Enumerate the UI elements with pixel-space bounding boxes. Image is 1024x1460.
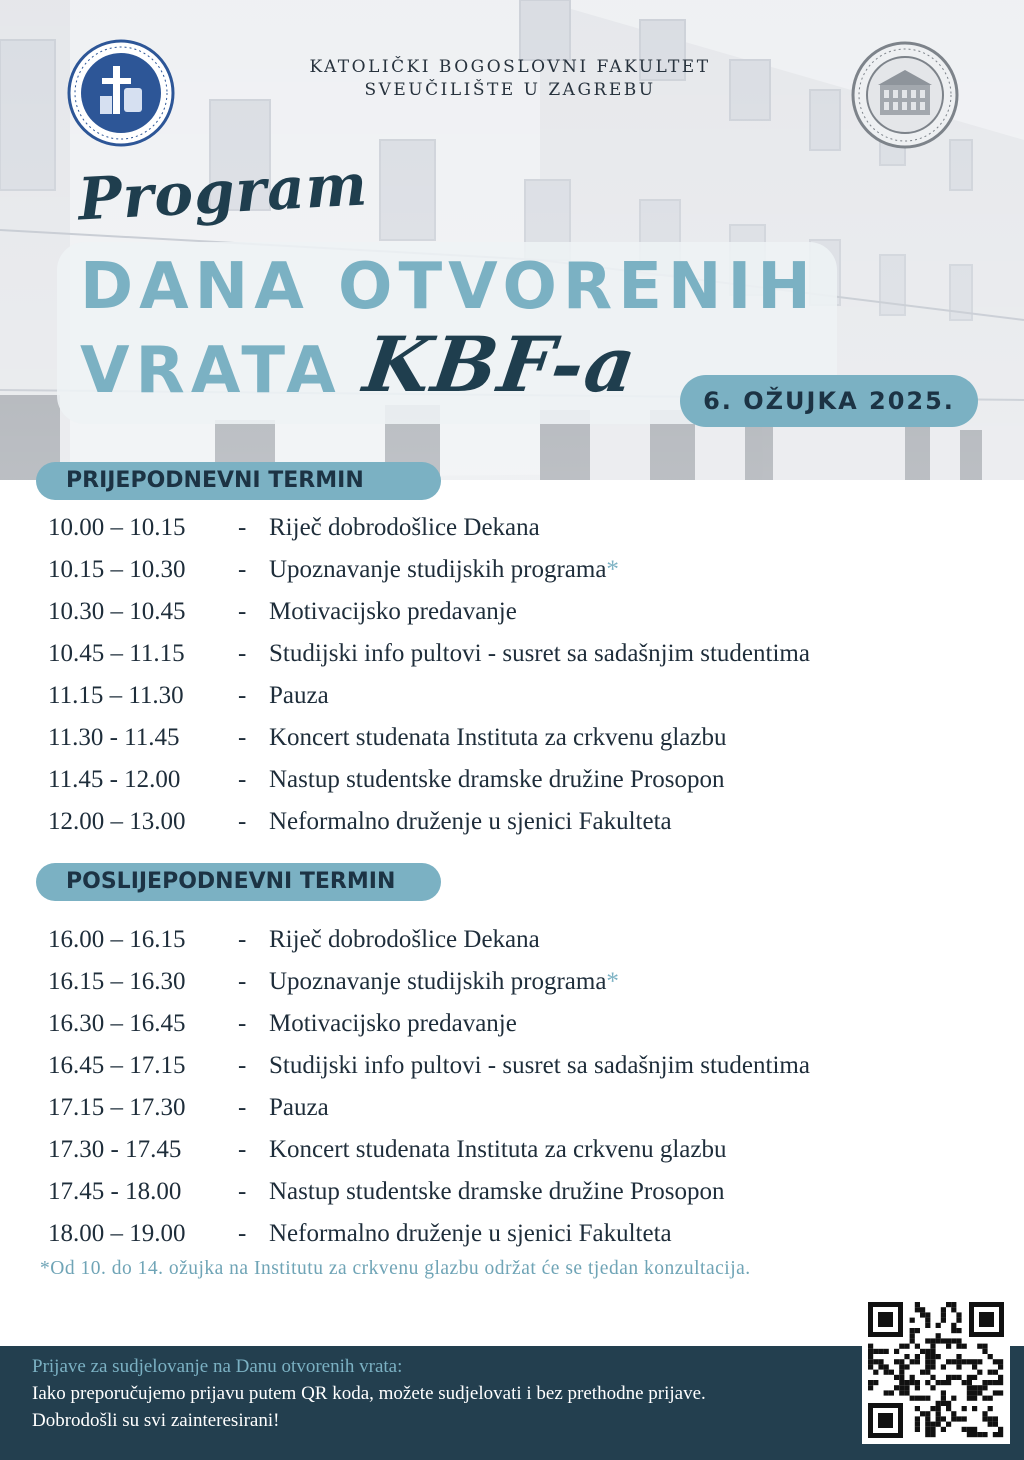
schedule-dash: - [238, 598, 247, 625]
schedule-activity [269, 926, 540, 954]
footnote-marker: * [606, 968, 619, 995]
schedule-dash: - [238, 682, 247, 709]
schedule-activity [269, 682, 329, 710]
schedule-row [0, 506, 1024, 546]
footnote: *Od 10. do 14. ožujka na Institutu za crkvenu glazbu održat će se tjedan konzultacija. [40, 1258, 751, 1279]
schedule-time: 12.00 – 13.00 [48, 808, 186, 835]
activity-text: Koncert studenata Instituta za crkvenu glazbu [269, 1136, 727, 1163]
schedule-time: 10.45 – 11.15 [48, 640, 185, 667]
activity-text: Riječ dobrodošlice Dekana [269, 926, 540, 953]
schedule-activity [269, 766, 724, 794]
schedule-activity [269, 598, 517, 626]
schedule-time: 16.15 – 16.30 [48, 968, 186, 995]
schedule-time: 17.30 - 17.45 [48, 1136, 182, 1163]
schedule-dash: - [238, 1220, 247, 1247]
schedule-dash: - [238, 926, 247, 953]
schedule-dash: - [238, 556, 247, 583]
activity-text: Upoznavanje studijskih programa [269, 556, 607, 583]
schedule-time: 18.00 – 19.00 [48, 1220, 186, 1247]
institution-line-1: KATOLIČKI BOGOSLOVNI FAKULTET [309, 57, 711, 77]
schedule-row [0, 1044, 1024, 1084]
schedule-row [0, 918, 1024, 958]
registration-qr-code[interactable] [862, 1296, 1010, 1444]
schedule-dash: - [238, 640, 247, 667]
footnote-marker: * [606, 556, 619, 583]
title-script-kbfa: KBF-a [358, 320, 643, 409]
schedule-row [0, 716, 1024, 756]
schedule-activity [269, 640, 810, 668]
schedule-time: 16.45 – 17.15 [48, 1052, 186, 1079]
schedule-row [0, 1212, 1024, 1252]
schedule-row [0, 1128, 1024, 1168]
title-line-2: VRATA [80, 334, 342, 408]
activity-text: Neformalno druženje u sjenici Fakulteta [269, 808, 672, 835]
activity-text: Pauza [269, 682, 329, 709]
activity-text: Pauza [269, 1094, 329, 1121]
schedule-row [0, 548, 1024, 588]
schedule-row [0, 632, 1024, 672]
schedule-dash: - [238, 1094, 247, 1121]
schedule-time: 17.15 – 17.30 [48, 1094, 186, 1121]
schedule-dash: - [238, 1010, 247, 1037]
title-script-program: Program [76, 150, 370, 234]
activity-text: Upoznavanje studijskih programa [269, 968, 607, 995]
activity-text: Neformalno druženje u sjenici Fakulteta [269, 1220, 672, 1247]
schedule-time: 16.30 – 16.45 [48, 1010, 186, 1037]
schedule-activity [269, 556, 619, 584]
schedule-time: 10.30 – 10.45 [48, 598, 186, 625]
schedule-row [0, 674, 1024, 714]
title-line-1: DANA OTVORENIH [80, 250, 817, 324]
schedule-time: 11.45 - 12.00 [48, 766, 181, 793]
schedule-dash: - [238, 968, 247, 995]
schedule-dash: - [238, 514, 247, 541]
schedule-time: 11.15 – 11.30 [48, 682, 184, 709]
schedule-activity [269, 1220, 672, 1248]
schedule-time: 10.00 – 10.15 [48, 514, 186, 541]
schedule-dash: - [238, 766, 247, 793]
footer-heading: Prijave za sudjelovanje na Danu otvorenih vrata: [32, 1356, 403, 1377]
schedule-activity [269, 1052, 810, 1080]
schedule-row [0, 590, 1024, 630]
schedule-time: 16.00 – 16.15 [48, 926, 186, 953]
institution-line-2: SVEUČILIŠTE U ZAGREBU [364, 80, 656, 100]
afternoon-section-heading: POSLIJEPODNEVNI TERMIN [36, 863, 441, 901]
schedule-activity [269, 1094, 329, 1122]
schedule-row [0, 758, 1024, 798]
schedule-dash: - [238, 1178, 247, 1205]
activity-text: Nastup studentske dramske družine Prosopon [269, 766, 725, 793]
schedule-time: 17.45 - 18.00 [48, 1178, 182, 1205]
activity-text: Riječ dobrodošlice Dekana [269, 514, 540, 541]
schedule-row [0, 1086, 1024, 1126]
event-date-badge: 6. OŽUJKA 2025. [680, 375, 978, 427]
morning-section-heading: PRIJEPODNEVNI TERMIN [36, 462, 441, 500]
schedule-row [0, 1170, 1024, 1210]
schedule-activity [269, 514, 540, 542]
schedule-row [0, 1002, 1024, 1042]
schedule-dash: - [238, 808, 247, 835]
activity-text: Koncert studenata Instituta za crkvenu glazbu [269, 724, 727, 751]
schedule-dash: - [238, 1136, 247, 1163]
schedule-time: 11.30 - 11.45 [48, 724, 180, 751]
schedule-activity [269, 1178, 724, 1206]
schedule-dash: - [238, 1052, 247, 1079]
schedule-time: 10.15 – 10.30 [48, 556, 186, 583]
schedule-row [0, 960, 1024, 1000]
institution-name [250, 56, 770, 102]
schedule-activity [269, 724, 726, 752]
footer-welcome: Dobrodošli su svi zainteresirani! [32, 1410, 280, 1431]
activity-text: Motivacijsko predavanje [269, 1010, 517, 1037]
schedule-row [0, 800, 1024, 840]
activity-text: Studijski info pultovi - susret sa sadašnjim studentima [269, 1052, 810, 1079]
footer-text: Iako preporučujemo prijavu putem QR koda, možete sudjelovati i bez prethodne prijave. [32, 1383, 706, 1404]
schedule-dash: - [238, 724, 247, 751]
schedule-activity [269, 968, 619, 996]
schedule-activity [269, 1136, 726, 1164]
schedule-activity [269, 808, 672, 836]
activity-text: Studijski info pultovi - susret sa sadašnjim studentima [269, 640, 810, 667]
university-seal-logo [850, 40, 960, 150]
faculty-seal-logo [66, 38, 176, 148]
schedule-activity [269, 1010, 517, 1038]
activity-text: Motivacijsko predavanje [269, 598, 517, 625]
activity-text: Nastup studentske dramske družine Prosopon [269, 1178, 725, 1205]
